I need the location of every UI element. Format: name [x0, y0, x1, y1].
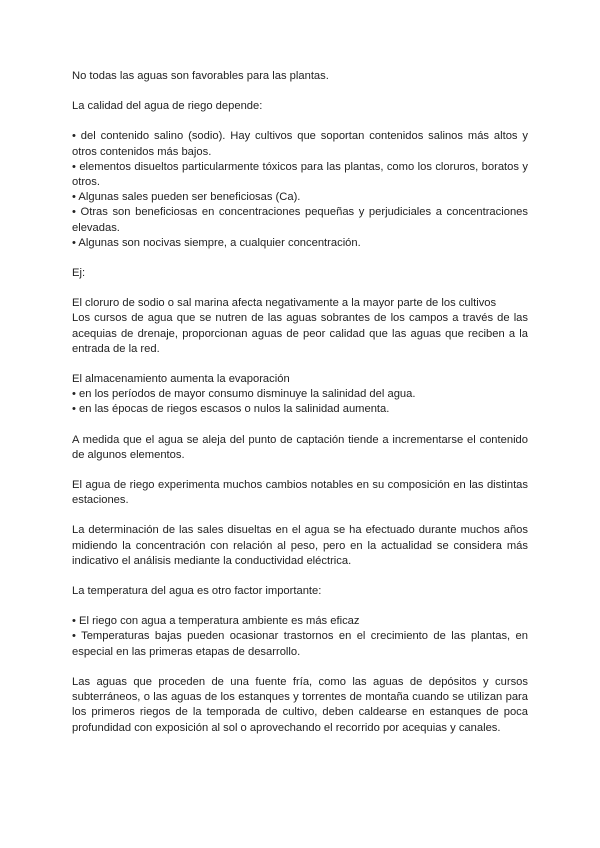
salts-paragraph: La determinación de las sales disueltas en el agua se ha efectuado durante muchos años midiendo la concentración con relación al peso, pero en la actualidad se considera más indicativo el análisis mediante la conductividad eléctrica.	[72, 524, 528, 567]
distance-paragraph: A medida que el agua se aleja del punto de captación tiende a incrementarse el contenido de algunos elementos.	[72, 433, 528, 461]
example-paragraph: Los cursos de agua que se nutren de las aguas sobrantes de los campos a través de las acequias de drenaje, proporcionan aguas de peor calidad que las aguas que reciben a la entrada de la red.	[72, 312, 528, 355]
seasons-paragraph: El agua de riego experimenta muchos cambios notables en su composición en las distintas estaciones.	[72, 479, 528, 507]
list-item: • en los períodos de mayor consumo disminuye la salinidad del agua.	[72, 388, 416, 401]
storage-list	[72, 387, 528, 417]
storage-heading: El almacenamiento aumenta la evaporación	[72, 373, 290, 386]
quality-list	[72, 129, 528, 251]
list-item: • del contenido salino (sodio). Hay cultivos que soportan contenidos salinos más altos y otros contenidos más bajos.	[72, 130, 528, 158]
temperature-list	[72, 614, 528, 660]
list-item: • elementos disueltos particularmente tóxicos para las plantas, como los cloruros, boratos y otros.	[72, 160, 528, 189]
list-item: • El riego con agua a temperatura ambiente es más eficaz	[72, 615, 360, 628]
list-item: • Otras son beneficiosas en concentraciones pequeñas y perjudiciales a concentraciones elevadas.	[72, 206, 528, 234]
list-item: • en las épocas de riegos escasos o nulos la salinidad aumenta.	[72, 403, 390, 416]
list-item: • Algunas son nocivas siempre, a cualquier concentración.	[72, 236, 361, 249]
cold-water-paragraph: Las aguas que proceden de una fuente fría, como las aguas de depósitos y cursos subterráneos, o las aguas de los estanques y torrentes de montaña cuando se utilizan para los primeros riegos de la temporada de cultivo, deben caldearse en estanques de poca profundidad con exposición al sol o aprovechando el recorrido por acequias y canales.	[72, 675, 528, 734]
example-line: El cloruro de sodio o sal marina afecta negativamente a la mayor parte de los cultivos	[72, 297, 497, 310]
list-item: • Temperaturas bajas pueden ocasionar trastornos en el crecimiento de las plantas, en especial en las primeras etapas de desarrollo.	[72, 630, 528, 658]
temperature-heading: La temperatura del agua es otro factor importante:	[72, 585, 322, 598]
document-body	[72, 69, 528, 736]
quality-heading: La calidad del agua de riego depende:	[72, 100, 263, 113]
list-item: • Algunas sales pueden ser beneficiosas (Ca).	[72, 191, 301, 204]
example-label: Ej:	[72, 267, 86, 280]
intro-paragraph: No todas las aguas son favorables para las plantas.	[72, 70, 329, 82]
